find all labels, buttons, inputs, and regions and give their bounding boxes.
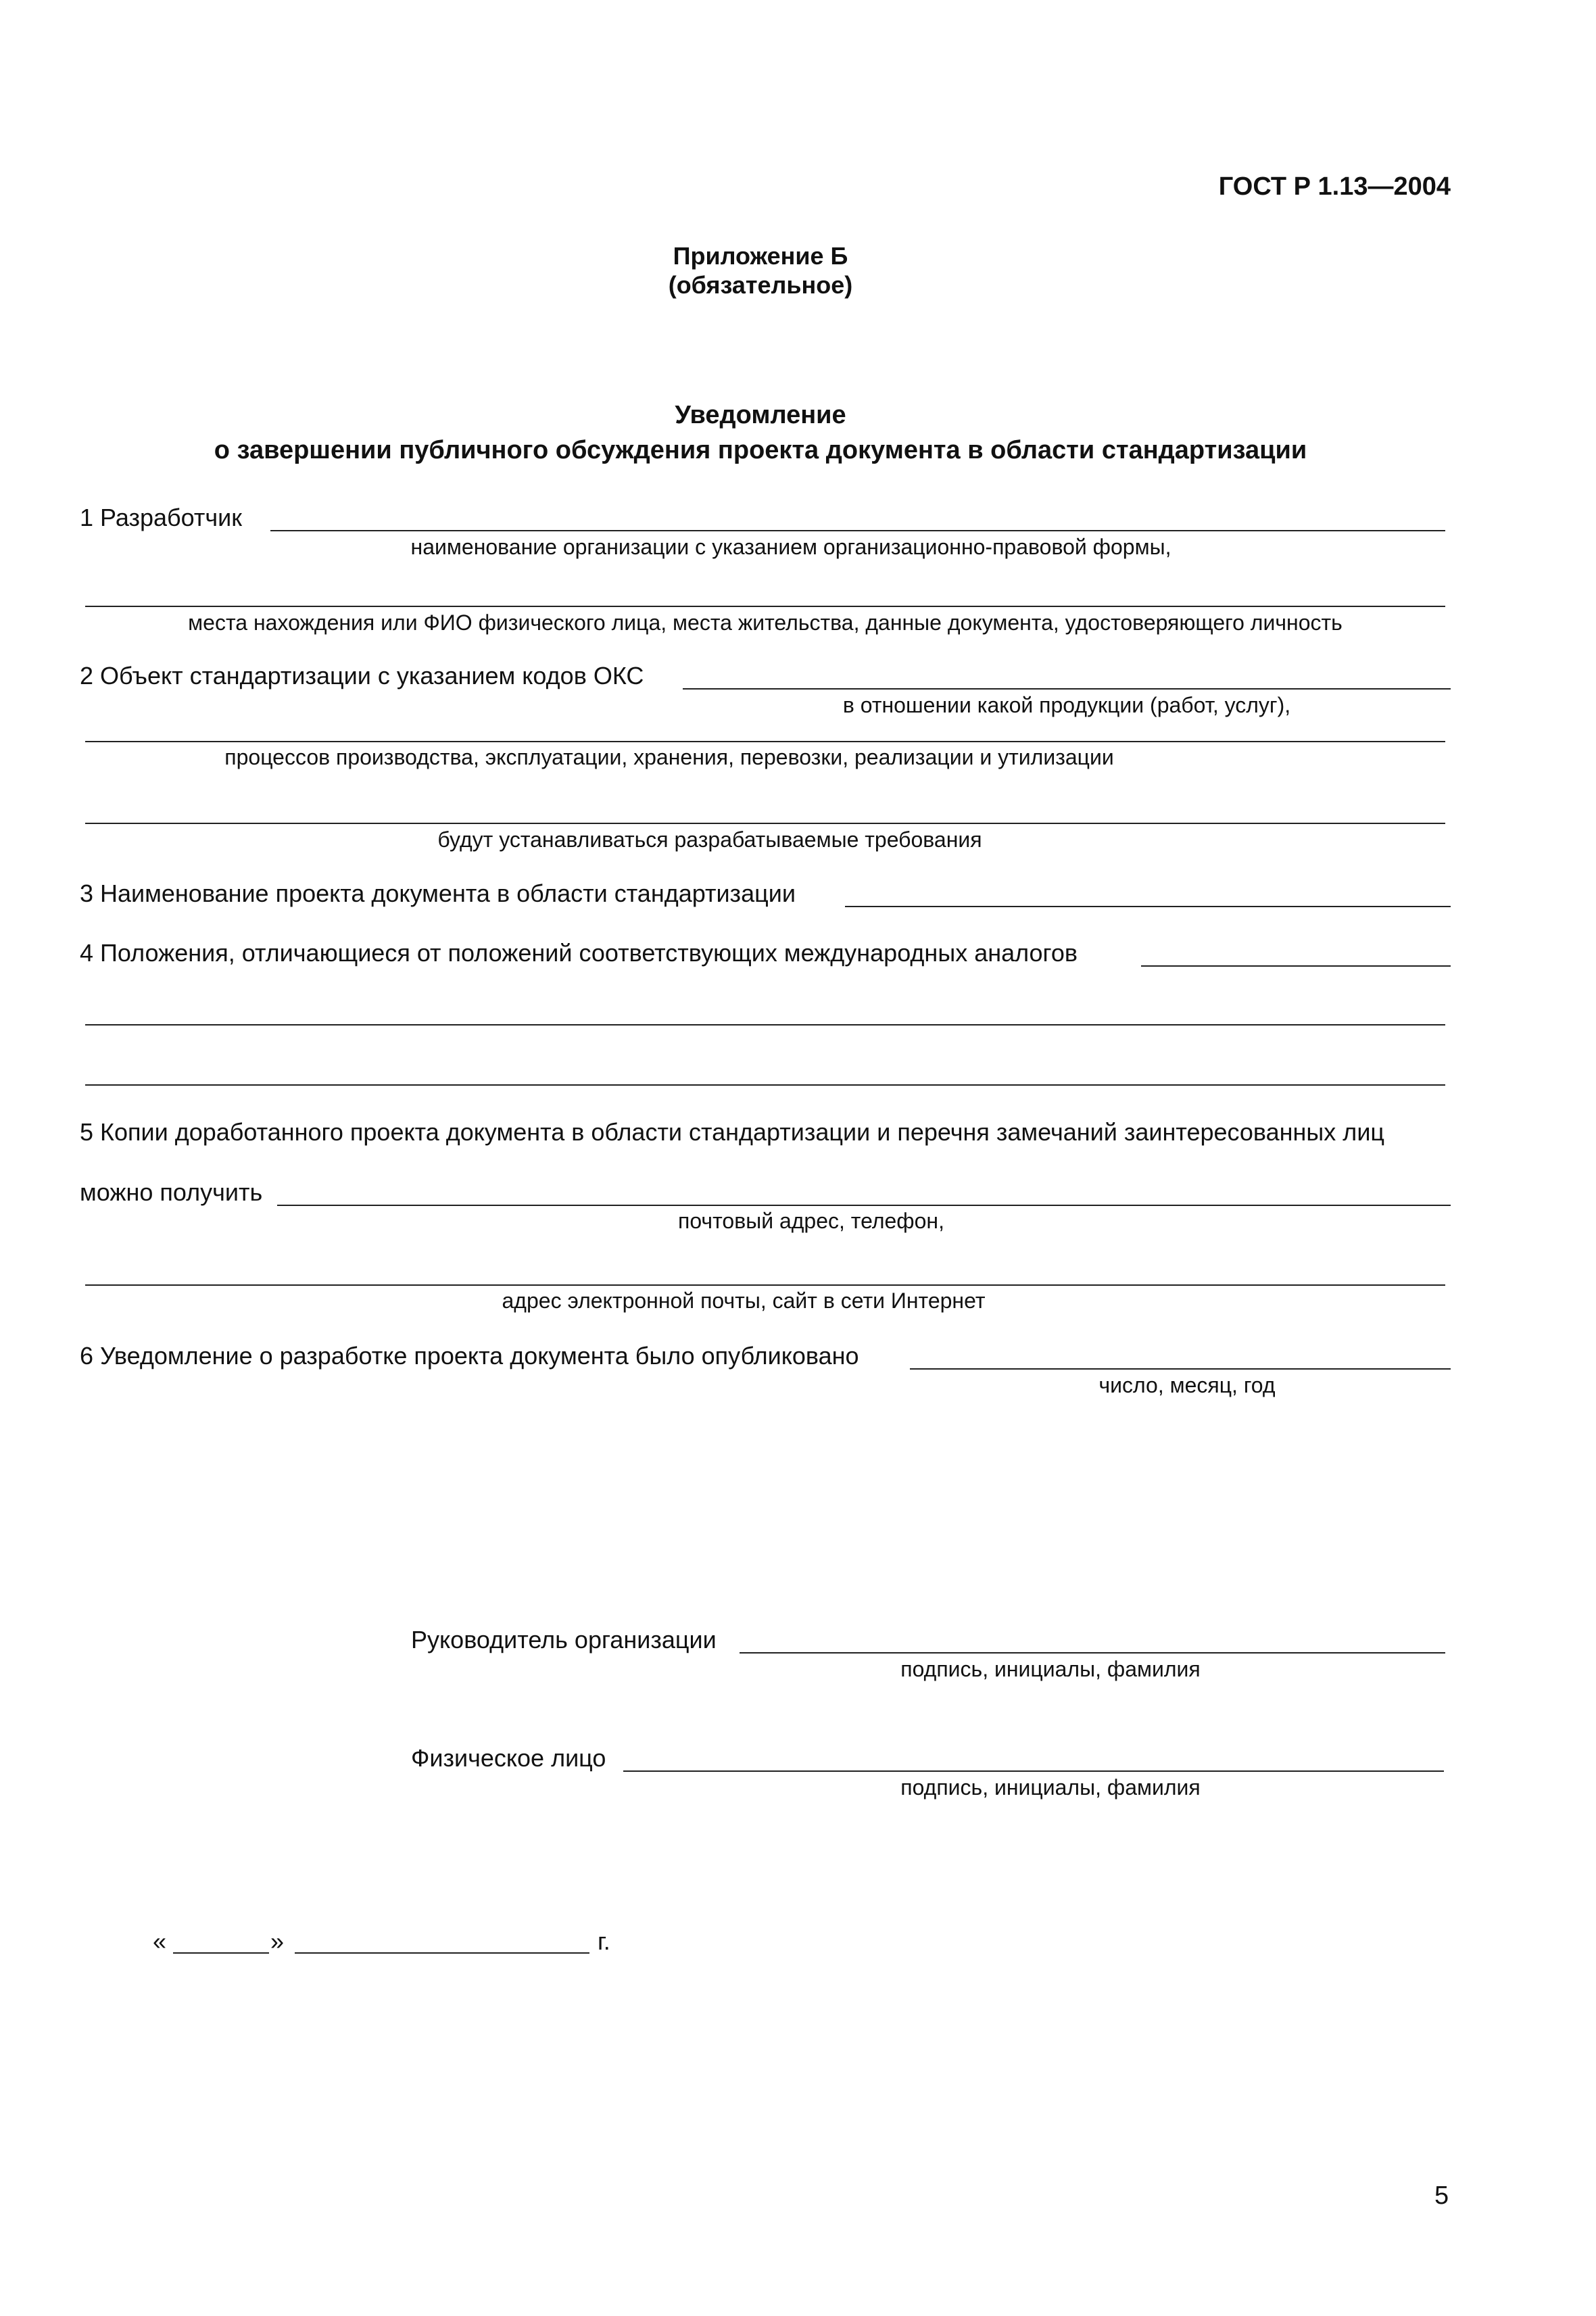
item-1-field-2[interactable] xyxy=(85,606,1445,607)
head-signature-field[interactable] xyxy=(740,1652,1445,1654)
item-4-field-2[interactable] xyxy=(85,1024,1445,1026)
person-signature-field[interactable] xyxy=(623,1770,1444,1772)
notice-title: Уведомление xyxy=(675,401,846,429)
item-2-hint-3: будут устанавливаться разрабатываемые требования xyxy=(437,827,982,852)
item-2-field-3[interactable] xyxy=(85,823,1445,824)
person-signature-label: Физическое лицо xyxy=(411,1744,606,1772)
item-2-hint-1: в отношении какой продукции (работ, услуг), xyxy=(842,693,1291,717)
item-5-text: 5 Копии доработанного проекта документа в области стандартизации и перечня замечаний заинтересованных лиц xyxy=(80,1118,1385,1146)
item-5-hint-2: адрес электронной почты, сайт в сети Интернет xyxy=(502,1288,986,1313)
date-month-field[interactable] xyxy=(295,1952,589,1954)
head-signature-hint: подпись, инициалы, фамилия xyxy=(900,1657,1201,1681)
standard-code: ГОСТ Р 1.13—2004 xyxy=(1218,172,1451,201)
item-1-field[interactable] xyxy=(270,530,1445,531)
item-5-field-2[interactable] xyxy=(85,1284,1445,1286)
item-3-label: 3 Наименование проекта документа в области стандартизации xyxy=(80,879,796,907)
item-3-field[interactable] xyxy=(845,906,1451,907)
head-signature-label: Руководитель организации xyxy=(411,1626,717,1654)
item-2-hint-2: процессов производства, эксплуатации, хранения, перевозки, реализации и утилизации xyxy=(224,745,1114,769)
person-signature-hint: подпись, инициалы, фамилия xyxy=(900,1775,1201,1800)
item-1-hint-1: наименование организации с указанием организационно-правовой формы, xyxy=(410,535,1171,559)
item-1-label: 1 Разработчик xyxy=(80,504,242,531)
item-5-field[interactable] xyxy=(277,1205,1451,1206)
notice-subtitle: о завершении публичного обсуждения проекта документа в области стандартизации xyxy=(214,436,1307,464)
date-open-quote: « xyxy=(153,1927,167,1955)
page-number: 5 xyxy=(1434,2181,1449,2210)
item-2-label: 2 Объект стандартизации с указанием кодов ОКС xyxy=(80,662,644,690)
date-day-field[interactable] xyxy=(173,1952,269,1954)
date-year-suffix: г. xyxy=(598,1927,610,1955)
item-4-field-3[interactable] xyxy=(85,1084,1445,1086)
item-4-field[interactable] xyxy=(1141,965,1451,967)
item-2-field[interactable] xyxy=(683,688,1451,690)
date-close-quote: » xyxy=(270,1927,285,1955)
item-6-hint: число, месяц, год xyxy=(1098,1373,1276,1397)
item-2-field-2[interactable] xyxy=(85,741,1445,742)
appendix-status: (обязательное) xyxy=(668,271,853,299)
item-6-label: 6 Уведомление о разработке проекта документа было опубликовано xyxy=(80,1342,859,1370)
item-4-label: 4 Положения, отличающиеся от положений соответствующих международных аналогов xyxy=(80,939,1078,967)
item-5-hint-1: почтовый адрес, телефон, xyxy=(678,1209,944,1233)
item-6-field[interactable] xyxy=(910,1368,1451,1370)
item-1-hint-2: места нахождения или ФИО физического лица, места жительства, данные документа, удостоверяющего личность xyxy=(188,610,1343,635)
appendix-title: Приложение Б xyxy=(673,242,848,270)
item-5-label: можно получить xyxy=(80,1178,263,1206)
